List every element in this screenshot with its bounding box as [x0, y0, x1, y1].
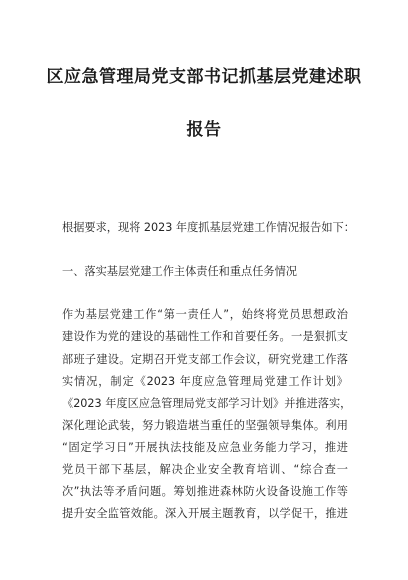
intro-paragraph: 根据要求，现将 2023 年度抓基层党建工作情况报告如下： [62, 221, 355, 234]
body-text-line: 党员干部下基层，解决企业安全教育培训、“综合查一 [62, 463, 348, 476]
body-text-line: 次”执法等矛盾问题。筹划推进森林防火设备设施工作等 [62, 485, 348, 498]
body-text-line: 深化理论武装，努力锻造堪当重任的坚强领导集体。利用 [62, 419, 348, 432]
section-heading: 一、落实基层党建工作主体责任和重点任务情况 [62, 265, 297, 278]
document-title-line-2: 报告 [186, 120, 222, 140]
body-text-line: 实情况，制定《2023 年度应急管理局党建工作计划》 [62, 375, 348, 388]
document-title-line-1: 区应急管理局党支部书记抓基层党建述职 [46, 67, 362, 87]
body-text-line: 部班子建设。定期召开党支部工作会议，研究党建工作落 [62, 353, 348, 366]
body-text-line: 建设作为党的建设的基础性工作和首要任务。一是狠抓支 [62, 330, 348, 343]
body-text-line: “固定学习日”开展执法技能及应急业务能力学习，推进 [62, 441, 348, 454]
body-text-line: 提升安全监管效能。深入开展主题教育，以学促干，推进 [62, 507, 348, 520]
body-text-line: 《2023 年度区应急管理局党支部学习计划》并推进落实， [62, 397, 352, 410]
body-text-line: 作为基层党建工作“第一责任人”，始终将党员思想政治 [62, 308, 348, 321]
